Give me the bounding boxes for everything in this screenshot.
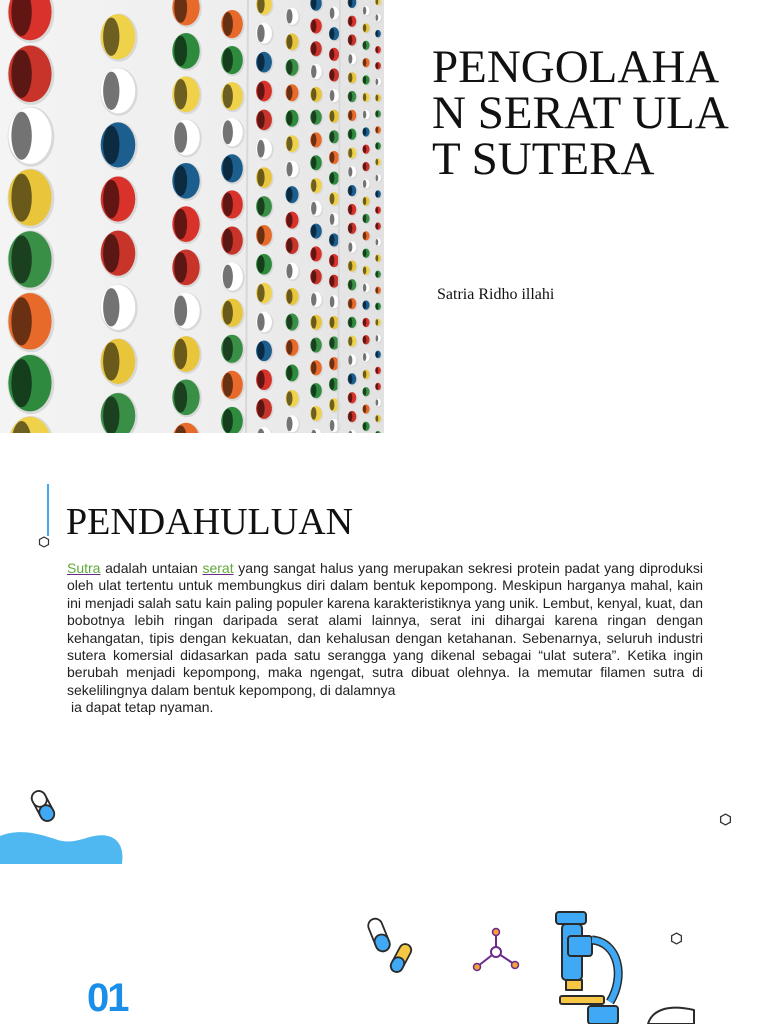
hexagon-icon — [38, 536, 50, 548]
wall-hole-shadow — [103, 180, 119, 218]
wall-hole-shadow — [286, 289, 292, 303]
wall-hole-shadow — [348, 242, 352, 252]
wall-hole-shadow — [363, 128, 366, 136]
wall-hole-shadow — [103, 72, 119, 110]
body-text-1: adalah untaian — [100, 560, 203, 576]
wall-hole-shadow — [363, 353, 366, 361]
wall-hole-shadow — [348, 393, 352, 403]
wall-hole-shadow — [311, 339, 316, 352]
wall-hole-shadow — [257, 342, 264, 360]
wall-hole-shadow — [376, 255, 379, 261]
wall-hole-shadow — [11, 297, 31, 345]
section-heading: PENDAHULUAN — [66, 501, 354, 543]
wall-hole-shadow — [223, 12, 233, 36]
wall-hole-shadow — [363, 93, 366, 101]
wall-hole-shadow — [376, 383, 379, 389]
wall-hole-shadow — [311, 156, 316, 169]
wall-hole-shadow — [363, 59, 366, 67]
wall-hole-shadow — [223, 265, 233, 289]
wall-hole-shadow — [286, 391, 292, 405]
wall-hole-shadow — [311, 247, 316, 260]
wall-hole-shadow — [257, 284, 264, 302]
wall-hole-shadow — [330, 28, 335, 39]
wall-hole-shadow — [286, 162, 292, 176]
wall-hole-shadow — [376, 271, 379, 277]
body-text-2: yang sangat halus yang merupakan sekresi protein padat yang diproduksi oleh ulat tertentu untuk membungkus diri dalam bentuk kepompong. Meskipun harganya mahal, kain ini menjadi salah satu kain paling populer karena karakteristiknya yang unik. Lembut, kenyal, kuat, dan bobotnya lebih ringan daripada serat alami lainnya, serat ini dihargai karena ringan dengan kehangatan, tipis dengan kekuatan, dan kehalusan dengan ketahanan. Sebenarnya, seluruh industri sutera komersial didasarkan pada satu serangga yang dikenal sebagai “ulat sutera”. Ketika ingin berubah menjadi kepompong, maka ngengat, sutra dibuat olehnya. Ia memutar filamen sutra di sekelilingnya dalam bentuk kepompong, di dalamnya — [67, 560, 704, 698]
wall-hole-shadow — [376, 111, 379, 117]
wall-hole-shadow — [311, 179, 316, 192]
wall-hole-shadow — [311, 407, 316, 420]
wall-hole-shadow — [286, 238, 292, 252]
wall-hole-shadow — [311, 134, 316, 147]
wall-hole-shadow — [348, 205, 352, 215]
wall-hole-shadow — [223, 301, 233, 325]
wall-hole-shadow — [286, 111, 292, 125]
wall-hole-shadow — [376, 63, 379, 69]
wall-hole-shadow — [330, 296, 335, 307]
wall-hole-shadow — [363, 180, 366, 188]
wall-hole-shadow — [257, 111, 264, 129]
wall-hole-shadow — [330, 317, 335, 328]
wall-hole-shadow — [286, 187, 292, 201]
cover-photo — [0, 0, 384, 433]
wall-hole-shadow — [363, 215, 366, 223]
wall-hole-shadow — [311, 270, 316, 283]
link-serat[interactable]: serat — [202, 560, 234, 576]
wall-hole-shadow — [311, 316, 316, 329]
wall-hole-shadow — [363, 145, 366, 153]
wall-hole-shadow — [376, 207, 379, 213]
wall-hole-shadow — [363, 284, 366, 292]
wall-hole-shadow — [330, 69, 335, 80]
wall-hole-shadow — [257, 313, 264, 331]
wall-hole-shadow — [348, 318, 352, 328]
wall-hole-shadow — [376, 287, 379, 293]
wall-hole-shadow — [174, 252, 187, 282]
wall-hole-shadow — [311, 65, 316, 78]
wall-hole-shadow — [174, 166, 187, 196]
wall-hole-shadow — [376, 175, 379, 181]
wall-hole-shadow — [363, 266, 366, 274]
wall-hole-shadow — [223, 192, 233, 216]
wall-hole-shadow — [257, 82, 264, 100]
wall-hole-shadow — [223, 409, 233, 433]
wall-hole-shadow — [348, 54, 352, 64]
title-block — [432, 41, 742, 185]
wall-hole-shadow — [103, 17, 119, 55]
wall-hole-shadow — [363, 388, 366, 396]
wall-hole-shadow — [363, 111, 366, 119]
wall-hole-shadow — [363, 249, 366, 257]
wall-hole-shadow — [376, 351, 379, 357]
wall-hole-shadow — [376, 95, 379, 101]
wall-hole-shadow — [348, 186, 352, 196]
wall-hole-shadow — [376, 399, 379, 405]
wall-hole-shadow — [257, 227, 264, 245]
wall-hole-shadow — [330, 399, 335, 410]
wall-hole-shadow — [348, 111, 352, 121]
wall-hole-shadow — [330, 193, 335, 204]
wall-hole-shadow — [363, 24, 366, 32]
wall-hole-shadow — [11, 174, 31, 222]
wall-hole-shadow — [330, 337, 335, 348]
wall-hole-shadow — [311, 20, 316, 33]
wall-hole-shadow — [174, 122, 187, 152]
wall-hole-shadow — [348, 148, 352, 158]
link-sutra[interactable]: Sutra — [67, 560, 101, 576]
wall-hole-shadow — [286, 366, 292, 380]
wall-hole-shadow — [376, 303, 379, 309]
wall-hole-shadow — [376, 367, 379, 373]
wall-hole-shadow — [286, 264, 292, 278]
wall-hole-shadow — [174, 339, 187, 369]
wall-hole-shadow — [348, 261, 352, 271]
wall-hole-shadow — [330, 172, 335, 183]
wall-hole-shadow — [376, 335, 379, 341]
wall-hole-shadow — [376, 30, 379, 36]
wall-hole-shadow — [376, 79, 379, 85]
wall-hole-shadow — [311, 293, 316, 306]
wall-hole-shadow — [174, 382, 187, 412]
wall-hole-shadow — [348, 129, 352, 139]
wall-hole-shadow — [330, 8, 335, 19]
wall-hole-shadow — [363, 76, 366, 84]
wall-hole-shadow — [376, 143, 379, 149]
wall-hole-shadow — [363, 405, 366, 413]
wall-hole-shadow — [363, 318, 366, 326]
wall-hole-shadow — [286, 35, 292, 49]
wall-hole-shadow — [348, 16, 352, 26]
wall-hole-shadow — [363, 163, 366, 171]
wall-hole-shadow — [257, 400, 264, 418]
wall-hole-shadow — [348, 280, 352, 290]
wall-hole-shadow — [376, 127, 379, 133]
wall-hole-shadow — [311, 111, 316, 124]
wall-hole-shadow — [103, 396, 119, 433]
wall-hole-shadow — [348, 374, 352, 384]
wall-hole-shadow — [376, 191, 379, 197]
wall-hole-shadow — [223, 156, 233, 180]
wall-hole-shadow — [11, 359, 31, 407]
wall-hole-shadow — [223, 120, 233, 144]
wall-hole-shadow — [286, 315, 292, 329]
wall-hole-shadow — [174, 209, 187, 239]
wall-hole-shadow — [348, 92, 352, 102]
wall-hole-shadow — [330, 90, 335, 101]
microscope-icon — [548, 906, 698, 1024]
wall-hole-shadow — [376, 415, 379, 421]
wall-hole-shadow — [11, 235, 31, 283]
wall-hole-shadow — [363, 41, 366, 49]
wall-hole-shadow — [330, 214, 335, 225]
wall-hole-shadow — [363, 197, 366, 205]
wall-hole-shadow — [330, 255, 335, 266]
wall-hole-shadow — [174, 296, 187, 326]
wall-hole-shadow — [103, 288, 119, 326]
wall-hole-shadow — [376, 14, 379, 20]
document-author: Satria Ridho illahi — [437, 286, 555, 303]
wall-hole-shadow — [103, 126, 119, 164]
wall-hole-shadow — [223, 337, 233, 361]
perforated-wall-image — [0, 0, 384, 433]
wall-hole-shadow — [257, 24, 264, 42]
wall-hole-shadow — [330, 152, 335, 163]
slide-number: 01 — [87, 976, 128, 1020]
wall-hole-shadow — [330, 111, 335, 122]
wall-hole-shadow — [363, 336, 366, 344]
wall-hole-shadow — [376, 223, 379, 229]
wall-hole-shadow — [286, 417, 292, 431]
wall-hole-shadow — [103, 342, 119, 380]
wall-hole-shadow — [223, 373, 233, 397]
wall-hole-shadow — [330, 49, 335, 60]
wall-hole-shadow — [286, 213, 292, 227]
wall-hole-shadow — [286, 136, 292, 150]
wall-hole-shadow — [174, 79, 187, 109]
wall-hole-shadow — [257, 198, 264, 216]
wave-shape — [0, 828, 126, 868]
wall-hole-shadow — [286, 60, 292, 74]
wall-hole-shadow — [330, 358, 335, 369]
wall-hole-shadow — [257, 53, 264, 71]
wall-hole-shadow — [311, 88, 316, 101]
wall-hole-shadow — [103, 234, 119, 272]
wall-hole-shadow — [330, 379, 335, 390]
wall-hole-shadow — [348, 355, 352, 365]
wall-hole-shadow — [311, 225, 316, 238]
wall-hole-shadow — [376, 319, 379, 325]
wall-hole-shadow — [311, 361, 316, 374]
wall-hole-shadow — [174, 36, 187, 66]
wall-hole-shadow — [286, 86, 292, 100]
section-body — [67, 560, 703, 717]
wall-hole-shadow — [348, 412, 352, 422]
wall-hole-shadow — [223, 84, 233, 108]
wall-hole-shadow — [376, 47, 379, 53]
wall-hole-shadow — [348, 336, 352, 346]
wall-hole-shadow — [11, 112, 31, 160]
wall-hole-shadow — [348, 167, 352, 177]
wall-hole-shadow — [223, 229, 233, 253]
wall-hole-shadow — [330, 234, 335, 245]
accent-line — [47, 484, 49, 536]
wall-hole-shadow — [376, 239, 379, 245]
wall-hole-shadow — [11, 50, 31, 98]
document-title: PENGOLAHAN SERAT ULAT SUTERA — [432, 41, 729, 185]
hexagon-icon — [719, 813, 732, 826]
wall-hole-shadow — [376, 159, 379, 165]
wall-hole-shadow — [330, 276, 335, 287]
wall-hole-shadow — [330, 420, 335, 431]
capsule-icon — [388, 940, 414, 976]
wall-hole-shadow — [330, 131, 335, 142]
wall-hole-shadow — [363, 232, 366, 240]
wall-hole-shadow — [311, 42, 316, 55]
wall-hole-shadow — [363, 301, 366, 309]
wall-hole-shadow — [286, 9, 292, 23]
wall-hole-shadow — [348, 299, 352, 309]
wall-hole-shadow — [257, 169, 264, 187]
wall-hole-shadow — [223, 48, 233, 72]
wall-hole-shadow — [311, 384, 316, 397]
wall-hole-shadow — [257, 371, 264, 389]
capsule-icon — [28, 786, 58, 826]
wall-hole-shadow — [257, 140, 264, 158]
wall-hole-shadow — [257, 255, 264, 273]
wall-hole-shadow — [363, 7, 366, 15]
wall-hole-shadow — [311, 202, 316, 215]
wall-hole-shadow — [348, 224, 352, 234]
wall-hole-shadow — [348, 35, 352, 45]
wall-hole-shadow — [348, 73, 352, 83]
wall-hole-shadow — [286, 340, 292, 354]
wall-hole-shadow — [363, 370, 366, 378]
body-text-3: ia dapat tetap nyaman. — [71, 699, 214, 716]
molecule-icon — [470, 926, 522, 974]
wall-hole-shadow — [363, 422, 366, 430]
